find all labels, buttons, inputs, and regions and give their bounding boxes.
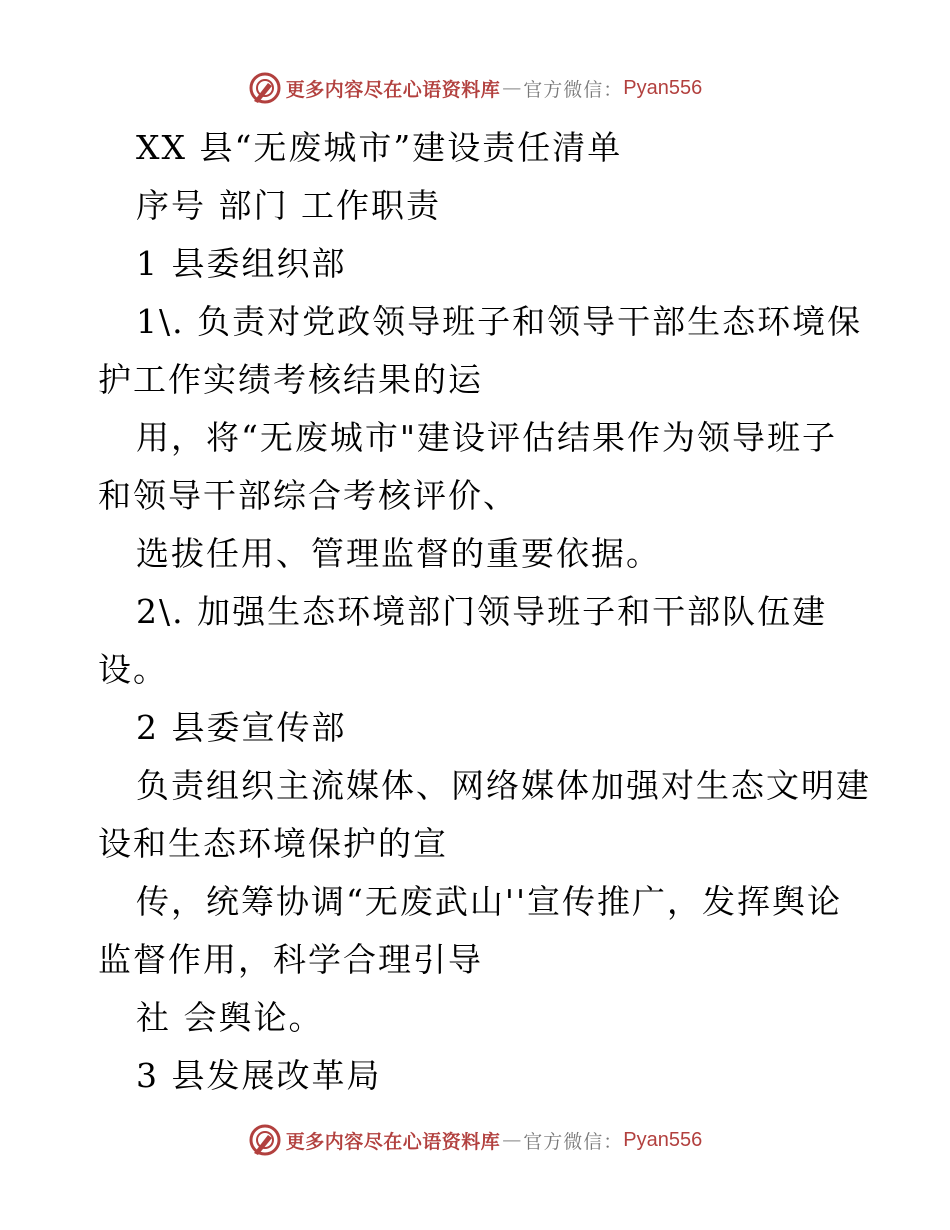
paragraph-line: 和领导干部综合考核评价、: [98, 476, 518, 515]
table-header-line: 序号 部门 工作职责: [136, 186, 441, 225]
pen-logo-icon: [248, 71, 282, 105]
pen-logo-icon: [248, 1123, 282, 1157]
watermark-banner-top: [0, 68, 950, 108]
watermark-text: 更多内容尽在心语资料库: [285, 78, 501, 101]
watermark-id: Pyan556: [623, 76, 703, 99]
watermark-banner-bottom: [0, 1120, 950, 1160]
department-heading: 2 县委宣传部: [136, 708, 347, 747]
document-body: [98, 119, 871, 1105]
paragraph-line: 监督作用，科学合理引导: [98, 940, 483, 979]
paragraph-line: 负责组织主流媒体、网络媒体加强对生态文明建: [136, 766, 871, 805]
document-title: XX 县“无废城市”建设责任清单: [136, 128, 623, 167]
paragraph-line: 护工作实绩考核结果的运: [98, 360, 483, 399]
watermark-label: 官方微信：: [523, 1130, 624, 1153]
watermark-separator: —: [502, 77, 522, 99]
paragraph-line: 传，统筹协调“无废武山''宣传推广，发挥舆论: [136, 882, 843, 921]
paragraph-line: 1\. 负责对党政领导班子和领导干部生态环境保: [136, 302, 863, 341]
paragraph-line: 2\. 加强生态环境部门领导班子和干部队伍建: [136, 592, 828, 631]
watermark-text: 更多内容尽在心语资料库: [285, 1130, 501, 1153]
watermark-label: 官方微信：: [523, 78, 624, 101]
paragraph-line: 用，将“无废城市"建设评估结果作为领导班子: [136, 418, 838, 457]
paragraph-line: 设和生态环境保护的宣: [98, 824, 448, 863]
department-heading: 3 县发展改革局: [136, 1056, 382, 1095]
paragraph-line: 社 会舆论。: [136, 998, 324, 1037]
paragraph-line: 设。: [98, 650, 168, 689]
watermark-id: Pyan556: [623, 1128, 703, 1151]
department-heading: 1 县委组织部: [136, 244, 347, 283]
paragraph-line: 选拔任用、管理监督的重要依据。: [136, 534, 661, 573]
watermark-separator: —: [502, 1129, 522, 1151]
